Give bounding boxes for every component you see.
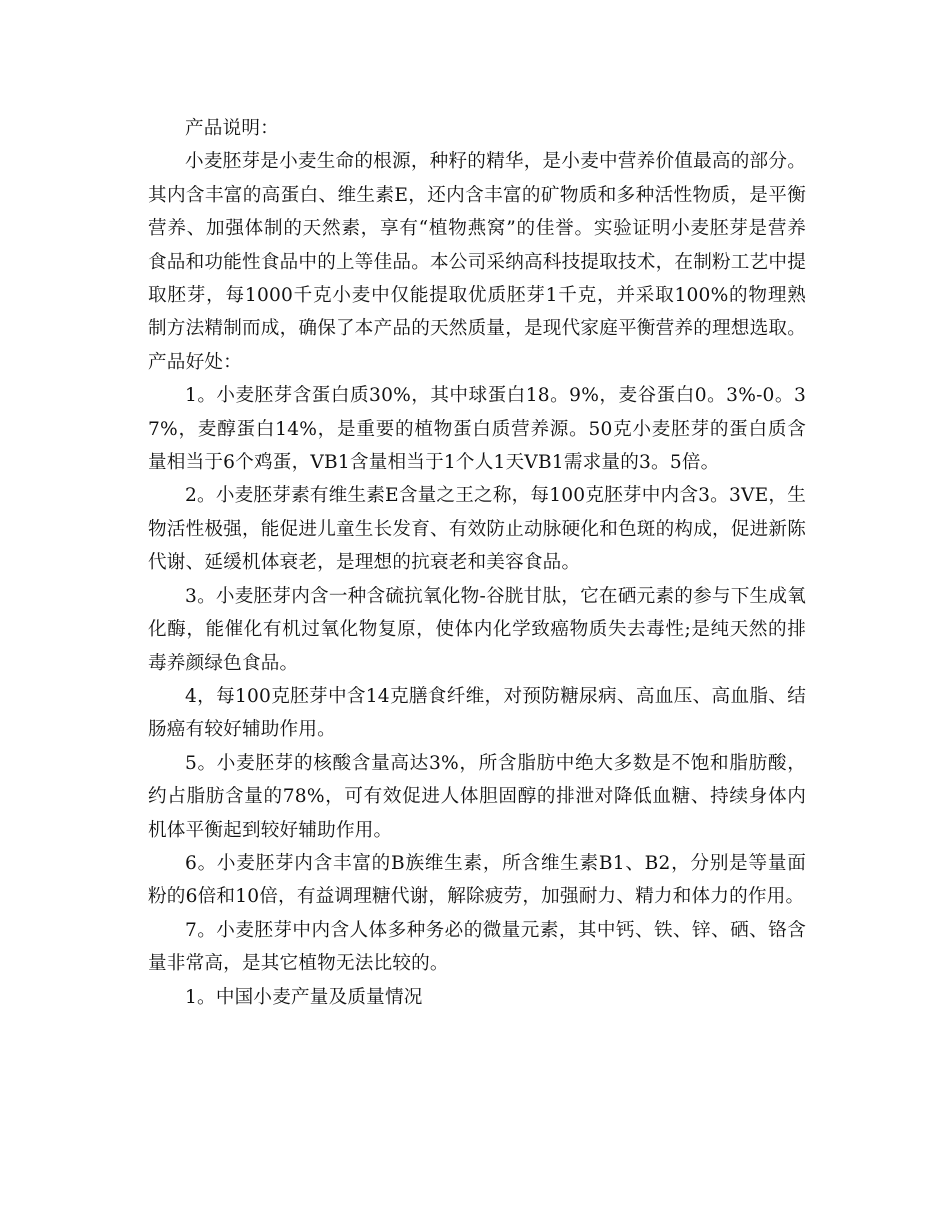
benefit-paragraph-2: 2。小麦胚芽素有维生素E含量之王之称，每100克胚芽中内含3。3VE，生物活性极强，能促进儿童生长发育、有效防止动脉硬化和色斑的构成，促进新陈代谢、延缓机体衰老，是理想的抗衰老和美容食品。 bbox=[148, 485, 806, 574]
section-heading: 1。中国小麦产量及质量情况 bbox=[185, 986, 423, 1008]
benefit-paragraph-3: 3。小麦胚芽内含一种含硫抗氧化物-谷胱甘肽，它在硒元素的参与下生成氧化酶，能催化有机过氧化物复原，使体内化学致癌物质失去毒性;是纯天然的排毒养颜绿色食品。 bbox=[148, 585, 806, 674]
heading-paragraph: 产品说明： bbox=[185, 118, 279, 139]
benefit-paragraph-4: 4，每100克胚芽中含14克膳食纤维，对预防糖尿病、高血压、高血脂、结肠癌有较好辅助作用。 bbox=[148, 685, 806, 741]
benefit-paragraph-5: 5。小麦胚芽的核酸含量高达3%，所含脂肪中绝大多数是不饱和脂肪酸，约占脂肪含量的78%，可有效促进人体胆固醇的排泄对降低血糖、持续身体内机体平衡起到较好辅助作用。 bbox=[148, 752, 806, 841]
benefit-paragraph-7: 7。小麦胚芽中内含人体多种务必的微量元素，其中钙、铁、锌、硒、铬含量非常高，是其它植物无法比较的。 bbox=[148, 919, 806, 975]
intro-paragraph: 小麦胚芽是小麦生命的根源，种籽的精华，是小麦中营养价值最高的部分。其内含丰富的高蛋白、维生素E，还内含丰富的矿物质和多种活性物质，是平衡营养、加强体制的天然素，享有“植物燕窝”的佳誉。实验证明小麦胚芽是营养食品和功能性食品中的上等佳品。本公司采纳高科技提取技术，在制粉工艺中提取胚芽，每1000千克小麦中仅能提取优质胚芽1千克，并采取100%的物理熟制方法精制而成，确保了本产品的天然质量，是现代家庭平衡营养的理想选取。产品好处： bbox=[148, 151, 806, 373]
benefit-paragraph-6: 6。小麦胚芽内含丰富的B族维生素，所含维生素B1、B2，分别是等量面粉的6倍和10倍，有益调理糖代谢，解除疲劳，加强耐力、精力和体力的作用。 bbox=[148, 852, 806, 908]
benefit-paragraph-1: 1。小麦胚芽含蛋白质30%，其中球蛋白18。9%，麦谷蛋白0。3%-0。37%，麦醇蛋白14%，是重要的植物蛋白质营养源。50克小麦胚芽的蛋白质含量相当于6个鸡蛋，VB1含量相当于1个人1天VB1需求量的3。5倍。 bbox=[148, 385, 806, 474]
document-page bbox=[148, 112, 806, 1014]
